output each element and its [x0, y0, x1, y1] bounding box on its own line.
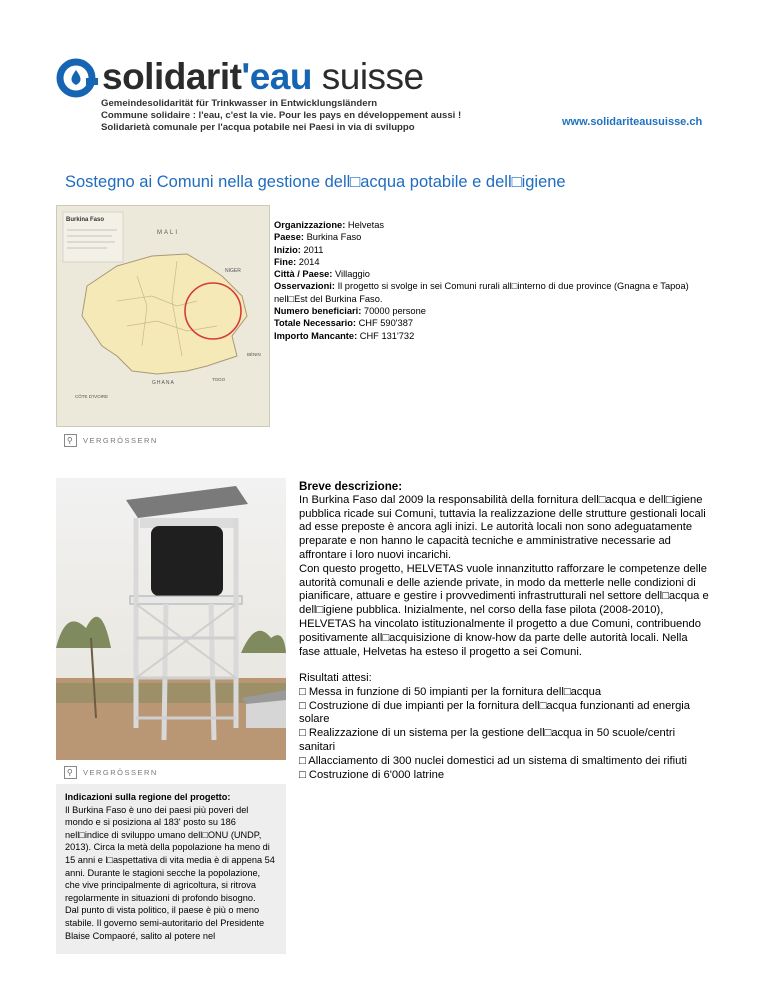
map-label-niger: NIGER	[225, 268, 241, 274]
magnifier-icon: ⚲	[64, 434, 77, 447]
enlarge-label: VERGRÖSSERN	[83, 436, 158, 445]
sidebar-heading: Indicazioni sulla regione del progetto:	[65, 792, 231, 802]
magnifier-icon: ⚲	[64, 766, 77, 779]
info-organization: Organizzazione: Helvetas	[274, 220, 385, 230]
map-label-mali: MALI	[157, 230, 180, 236]
map-label-ghana: GHANA	[152, 380, 175, 386]
photo-enlarge-button[interactable]	[64, 766, 158, 779]
info-beneficiaries: Numero beneficiari: 70000 persone	[274, 306, 426, 317]
result-item: □ Realizzazione di un sistema per la gestione dell□acqua in 50 scuole/centri sanitari	[299, 727, 676, 753]
project-info	[274, 219, 714, 342]
map-label-benin: BÉNIN	[247, 352, 261, 357]
map-image[interactable]	[56, 205, 270, 427]
water-tower-photo	[56, 478, 286, 760]
project-photo[interactable]	[56, 478, 286, 760]
map-graphic	[57, 206, 269, 426]
logo-drop-icon	[56, 58, 100, 98]
result-item: □ Messa in funzione di 50 impianti per la fornitura dell□acqua	[299, 685, 602, 698]
info-amount-missing: Importo Mancante: CHF 131'732	[274, 330, 415, 341]
website-link[interactable]: www.solidariteausuisse.ch	[562, 116, 703, 128]
brand-logo-text: solidarit'eau suisse	[102, 56, 424, 97]
info-city: Città / Paese: Villaggio	[274, 269, 370, 280]
map-label-togo: TOGO	[212, 377, 226, 382]
map-label-cote-divoire: CÔTE D'IVOIRE	[75, 394, 109, 399]
info-end: Fine: 2014	[274, 256, 320, 267]
tagline-german: Gemeindesolidarität für Trinkwasser in Entwicklungsländern	[101, 98, 378, 109]
expected-results	[299, 672, 709, 782]
sidebar-paragraph: Il Burkina Faso è uno dei paesi più poveri del mondo e si posiziona al 183' posto su 186 nell□indice di sviluppo umano dell□ONU (UNDP, 2013). Circa la metà della popolazione ha meno di 15 anni e l□aspettativa di vita media è di appena 54 anni. Durante le stagioni secche la popolazione, che vive principalmente di agricoltura, si ritrova regolarmente in situazioni di profondo bisogno.	[65, 804, 275, 903]
description-paragraph: In Burkina Faso dal 2009 la responsabilità della fornitura dell□acqua e dell□igiene pubblica ricade sui Comuni, tuttavia la realizzazione delle strutture gestionali locali ad esse preposte è ancora agli inizi. Le autorità locali non sono adeguatamente preparate e non hanno le capacità tecniche e amministrative necessarie ad affrontare i loro nuovi incarichi.	[299, 493, 706, 561]
enlarge-label: VERGRÖSSERN	[83, 768, 158, 777]
results-heading: Risultati attesi:	[299, 672, 372, 684]
short-description	[299, 480, 709, 659]
info-start: Inizio: 2011	[274, 244, 324, 255]
map-enlarge-button[interactable]	[64, 434, 158, 447]
sidebar-paragraph: Dal punto di vista politico, il paese è più o meno stabile. Il governo semi-autoritario del Presidente Blaise Compaoré, salito al potere nel	[65, 905, 265, 941]
description-heading: Breve descrizione:	[299, 480, 403, 493]
result-item: □ Costruzione di 6'000 latrine	[299, 768, 445, 781]
map-caption: Burkina Faso	[66, 217, 105, 223]
info-country: Paese: Burkina Faso	[274, 232, 362, 243]
result-item: □ Allacciamento di 300 nuclei domestici ad un sistema di smaltimento dei rifiuti	[299, 754, 687, 767]
result-item: □ Costruzione di due impianti per la fornitura dell□acqua funzionanti ad energia solare	[299, 699, 691, 726]
page-title: Sostegno ai Comuni nella gestione dell□acqua potabile e dell□igiene	[65, 173, 566, 191]
info-notes: Osservazioni: Il progetto si svolge in sei Comuni rurali all□interno di due province (Gnagna e Tapoa) nell□Est del Burkina Faso.	[274, 281, 689, 304]
description-paragraph: Con questo progetto, HELVETAS vuole innanzitutto rafforzare le competenze delle autorità comunali e delle aziende private, in modo da metterle nelle condizioni di pianificare, attuare e gestire i provvedimenti infrastrutturali nel settore dell□acqua e dell□igiene pubblica. Inizialmente, nel corso della fase pilota (2008-2010), HELVETAS ha vincolato istituzionalmente il progetto a due Comuni, contribuendo positivamente all□acquisizione di know-how da parte delle autorità locali. Nella fase attuale, Helvetas ha esteso il progetto a sei Comuni.	[299, 562, 709, 658]
region-info-sidebar	[56, 784, 286, 954]
tagline-french: Commune solidaire : l'eau, c'est la vie. Pour les pays en développement aussi !	[101, 110, 462, 121]
tagline-italian: Solidarietà comunale per l'acqua potabile nei Paesi in via di sviluppo	[101, 122, 415, 133]
info-total-needed: Totale Necessario: CHF 590'387	[274, 318, 414, 329]
